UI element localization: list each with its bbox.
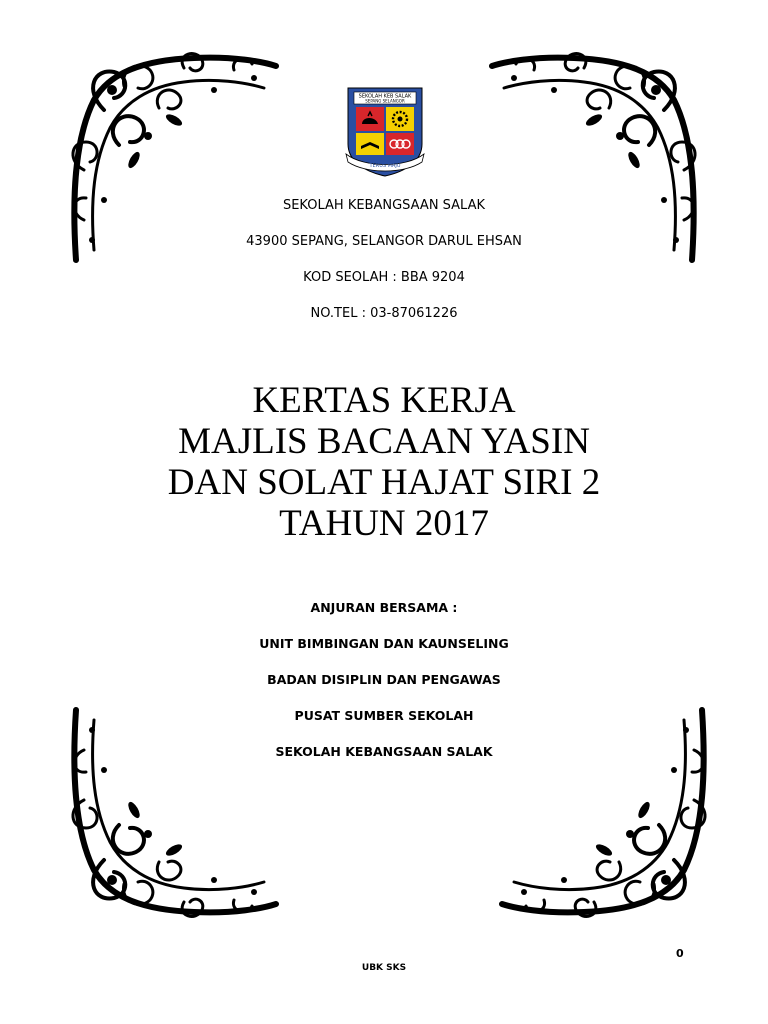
footer-text: UBK SKS (361, 963, 407, 973)
school-code: KOD SEOLAH : BBA 9204 (303, 270, 465, 285)
organizer-item: PUSAT SUMBER SEKOLAH (294, 708, 474, 723)
document-title-line: TAHUN 2017 (279, 503, 489, 544)
organizer-item: BADAN DISIPLIN DAN PENGAWAS (267, 672, 501, 687)
document-title-line: MAJLIS BACAAN YASIN (178, 421, 590, 462)
organizer-item: SEKOLAH KEBANGSAAN SALAK (275, 744, 493, 759)
school-name: SEKOLAH KEBANGSAAN SALAK (282, 198, 486, 213)
organizers-heading: ANJURAN BERSAMA : (310, 600, 458, 615)
school-crest-logo (344, 82, 426, 178)
floral-corner-ornament-icon (64, 700, 284, 920)
floral-corner-ornament-icon (494, 700, 714, 920)
page-number: 0 (676, 947, 684, 960)
crest-top-text: SEKOLAH KEB SALAK (358, 93, 412, 100)
crest-ribbon-text: TERUS MAJU (369, 163, 401, 169)
school-phone: NO.TEL : 03-87061226 (310, 306, 458, 321)
crest-top-subtext: SEPANG SELANGOR (365, 98, 405, 104)
document-title-line: KERTAS KERJA (252, 380, 516, 421)
document-title-line: DAN SOLAT HAJAT SIRI 2 (167, 462, 601, 503)
school-address: 43900 SEPANG, SELANGOR DARUL EHSAN (246, 234, 522, 249)
organizer-item: UNIT BIMBINGAN DAN KAUNSELING (259, 636, 509, 651)
